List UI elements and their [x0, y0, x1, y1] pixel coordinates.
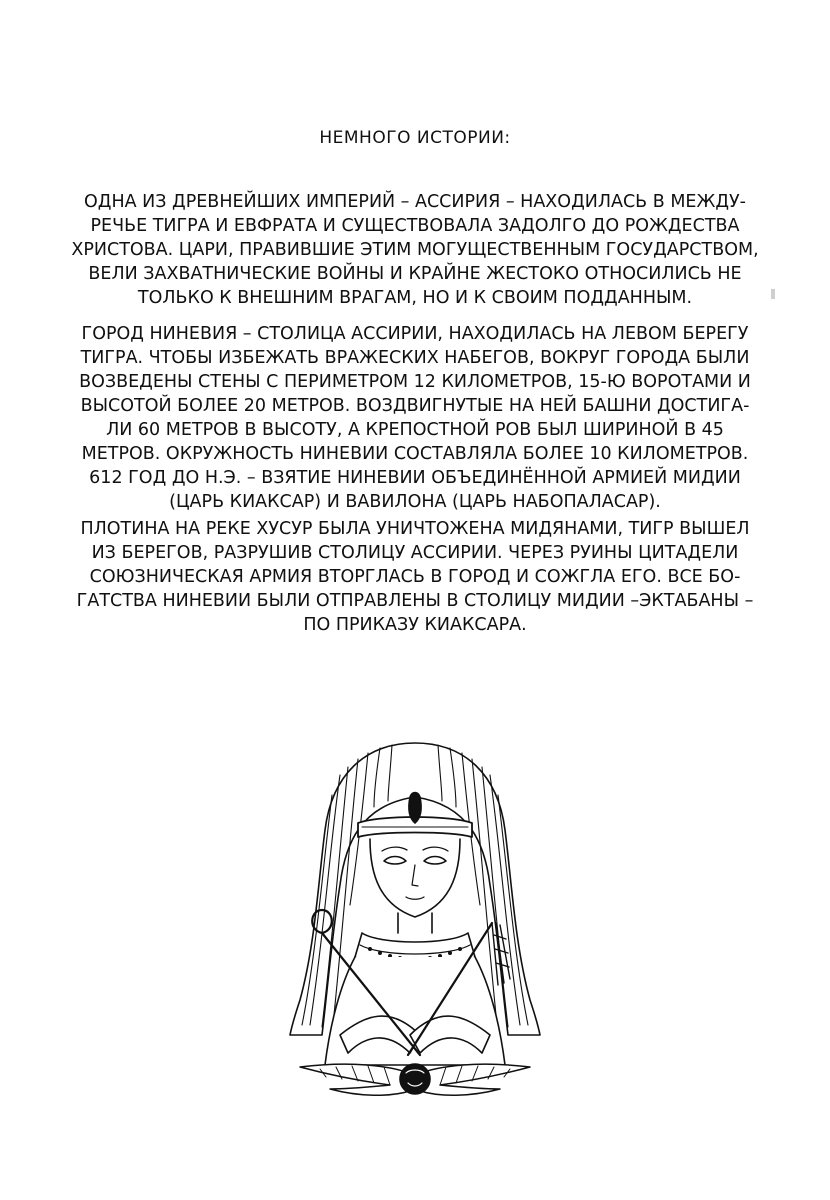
text-line: РЕЧЬЕ ТИГРА И ЕВФРАТА И СУЩЕСТВОВАЛА ЗАДОЛГО ДО РОЖДЕСТВА	[90, 216, 740, 236]
text-line: ОДНА ИЗ ДРЕВНЕЙШИХ ИМПЕРИЙ – АССИРИЯ – НАХОДИЛАСЬ В МЕЖДУ-	[84, 192, 746, 212]
history-paragraph-3	[70, 517, 760, 637]
text-line: ГОРОД НИНЕВИЯ – СТОЛИЦА АССИРИИ, НАХОДИЛАСЬ НА ЛЕВОМ БЕРЕГУ	[81, 324, 749, 344]
history-paragraph-2	[70, 322, 760, 514]
text-line: ИЗ БЕРЕГОВ, РАЗРУШИВ СТОЛИЦУ АССИРИИ. ЧЕРЕЗ РУИНЫ ЦИТАДЕЛИ	[91, 543, 739, 563]
text-line: МЕТРОВ. ОКРУЖНОСТЬ НИНЕВИИ СОСТАВЛЯЛА БОЛЕЕ 10 КИЛОМЕТРОВ.	[81, 444, 749, 464]
paper-speck	[771, 289, 775, 299]
text-line: (ЦАРЬ КИАКСАР) И ВАВИЛОНА (ЦАРЬ НАБОПАЛАСАР).	[169, 492, 661, 512]
text-line: СОЮЗНИЧЕСКАЯ АРМИЯ ВТОРГЛАСЬ В ГОРОД И СОЖГЛА ЕГО. ВСЕ БО-	[89, 567, 741, 587]
queen-portrait-illustration	[270, 735, 560, 1115]
history-paragraph-1	[70, 190, 760, 310]
text-line: ЛИ 60 МЕТРОВ В ВЫСОТУ, А КРЕПОСТНОЙ РОВ БЫЛ ШИРИНОЙ В 45	[106, 420, 724, 440]
text-line: ВОЗВЕДЕНЫ СТЕНЫ С ПЕРИМЕТРОМ 12 КИЛОМЕТРОВ, 15-Ю ВОРОТАМИ И	[79, 372, 751, 392]
uraeus-ornament	[409, 793, 421, 824]
text-line: ХРИСТОВА. ЦАРИ, ПРАВИВШИЕ ЭТИМ МОГУЩЕСТВЕННЫМ ГОСУДАРСТВОМ,	[71, 240, 759, 260]
text-line: ГАТСТВА НИНЕВИИ БЫЛИ ОТПРАВЛЕНЫ В СТОЛИЦУ МИДИИ –ЭКТАБАНЫ –	[76, 591, 754, 611]
text-line: ВЫСОТОЙ БОЛЕЕ 20 МЕТРОВ. ВОЗДВИГНУТЫЕ НА НЕЙ БАШНИ ДОСТИГА-	[80, 396, 750, 416]
text-line: 612 ГОД ДО Н.Э. – ВЗЯТИЕ НИНЕВИИ ОБЪЕДИНЁННОЙ АРМИЕЙ МИДИИ	[89, 468, 741, 488]
page-heading: НЕМНОГО ИСТОРИИ:	[319, 128, 511, 148]
scarab-orb	[400, 1064, 430, 1094]
text-line: ВЕЛИ ЗАХВАТНИЧЕСКИЕ ВОЙНЫ И КРАЙНЕ ЖЕСТОКО ОТНОСИЛИСЬ НЕ	[88, 264, 742, 284]
text-line: ТОЛЬКО К ВНЕШНИМ ВРАГАМ, НО И К СВОИМ ПОДДАННЫМ.	[137, 288, 693, 308]
text-line: ПЛОТИНА НА РЕКЕ ХУСУР БЫЛА УНИЧТОЖЕНА МИДЯНАМИ, ТИГР ВЫШЕЛ	[80, 519, 750, 539]
text-line: ПО ПРИКАЗУ КИАКСАРА.	[303, 615, 527, 635]
text-line: ТИГРА. ЧТОБЫ ИЗБЕЖАТЬ ВРАЖЕСКИХ НАБЕГОВ, ВОКРУГ ГОРОДА БЫЛИ	[80, 348, 750, 368]
